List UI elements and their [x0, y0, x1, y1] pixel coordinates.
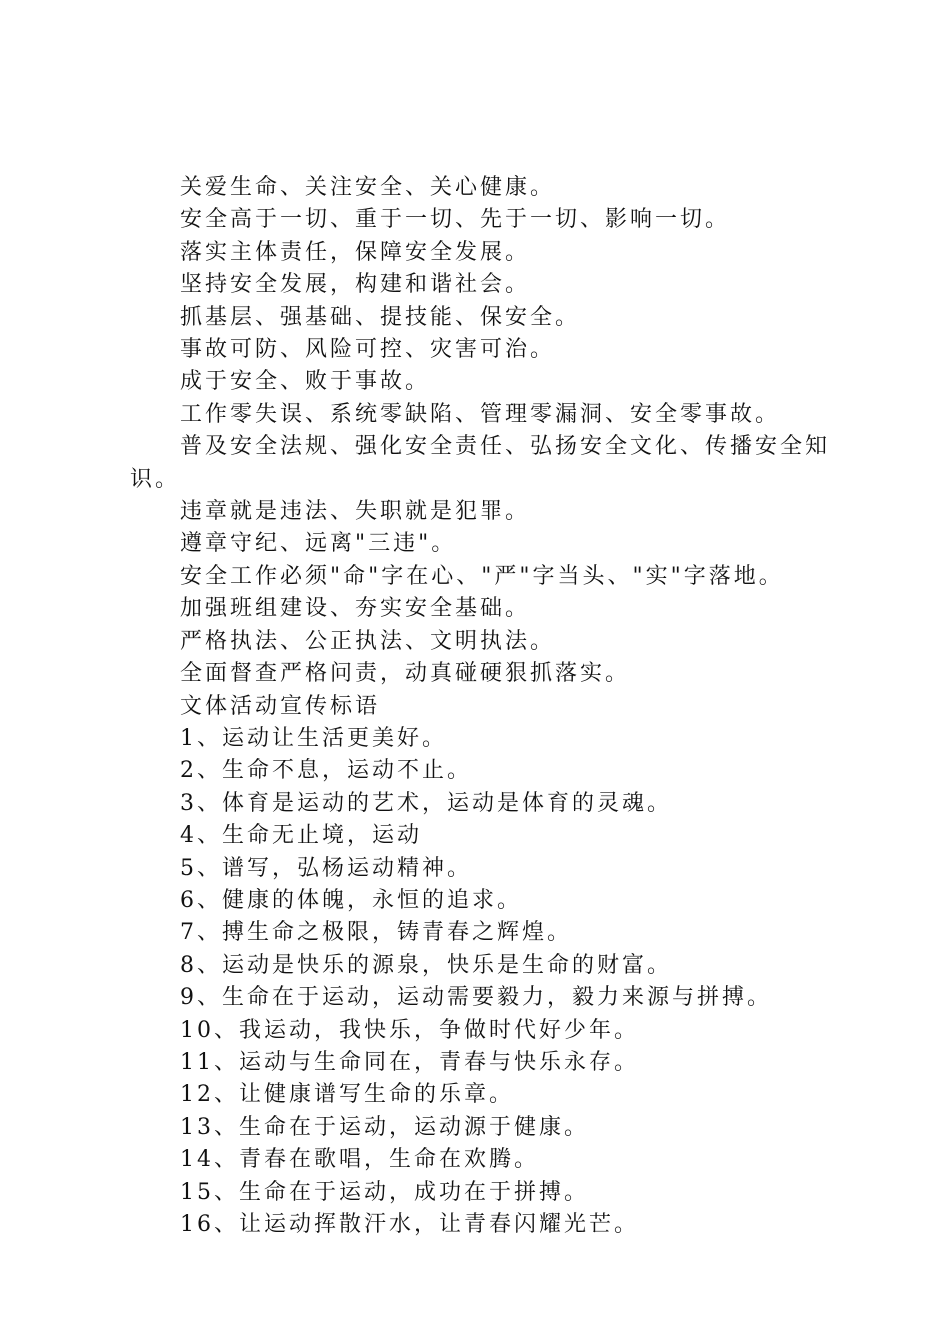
- list-item: 8、运动是快乐的源泉，快乐是生命的财富。: [180, 952, 672, 978]
- text-line: 事故可防、风险可控、灾害可治。: [180, 337, 556, 363]
- list-item: 12、让健康谱写生命的乐章。: [180, 1082, 514, 1108]
- list-item: 15、生命在于运动，成功在于拼搏。: [180, 1179, 589, 1205]
- list-item: 14、青春在歌唱，生命在欢腾。: [180, 1147, 539, 1173]
- text-line: 安全工作必须"命"字在心、"严"字当头、"实"字落地。: [180, 563, 784, 589]
- list-item: 4、生命无止境，运动: [180, 823, 422, 849]
- text-line: 严格执法、公正执法、文明执法。: [180, 628, 556, 654]
- text-line: 关爱生命、关注安全、关心健康。: [180, 175, 556, 200]
- text-line: 加强班组建设、夯实安全基础。: [180, 596, 531, 622]
- list-item: 16、让运动挥散汗水，让青春闪耀光芒。: [180, 1212, 639, 1237]
- text-line: 违章就是违法、失职就是犯罪。: [180, 499, 531, 525]
- list-item: 11、运动与生命同在，青春与快乐永存。: [180, 1049, 639, 1075]
- list-item: 1、运动让生活更美好。: [180, 725, 447, 751]
- list-item: 6、健康的体魄，永恒的追求。: [180, 887, 522, 913]
- list-item: 5、谱写，弘杨运动精神。: [180, 855, 472, 881]
- text-line: 落实主体责任，保障安全发展。: [180, 239, 531, 265]
- list-item: 9、生命在于运动，运动需要毅力，毅力来源与拼搏。: [180, 985, 772, 1011]
- section-heading: 文体活动宣传标语: [180, 693, 381, 719]
- text-line: 全面督查严格问责，动真碰硬狠抓落实。: [180, 661, 631, 687]
- list-item: 13、生命在于运动，运动源于健康。: [180, 1114, 589, 1140]
- text-line: 普及安全法规、强化安全责任、弘扬安全文化、传播安全知识。: [130, 434, 831, 492]
- text-line: 安全高于一切、重于一切、先于一切、影响一切。: [180, 207, 731, 233]
- text-line: 工作零失误、系统零缺陷、管理零漏洞、安全零事故。: [180, 401, 781, 427]
- list-item: 2、生命不息，运动不止。: [180, 758, 472, 784]
- list-item: 10、我运动，我快乐，争做时代好少年。: [180, 1017, 639, 1043]
- text-line: 成于安全、败于事故。: [180, 369, 431, 395]
- text-line: 遵章守纪、远离"三违"。: [180, 531, 457, 557]
- list-item: 3、体育是运动的艺术，运动是体育的灵魂。: [180, 790, 672, 816]
- list-item: 7、搏生命之极限，铸青春之辉煌。: [180, 920, 572, 946]
- text-line: 抓基层、强基础、提技能、保安全。: [180, 304, 581, 330]
- document-body: [130, 172, 835, 1241]
- text-line: 坚持安全发展，构建和谐社会。: [180, 272, 531, 298]
